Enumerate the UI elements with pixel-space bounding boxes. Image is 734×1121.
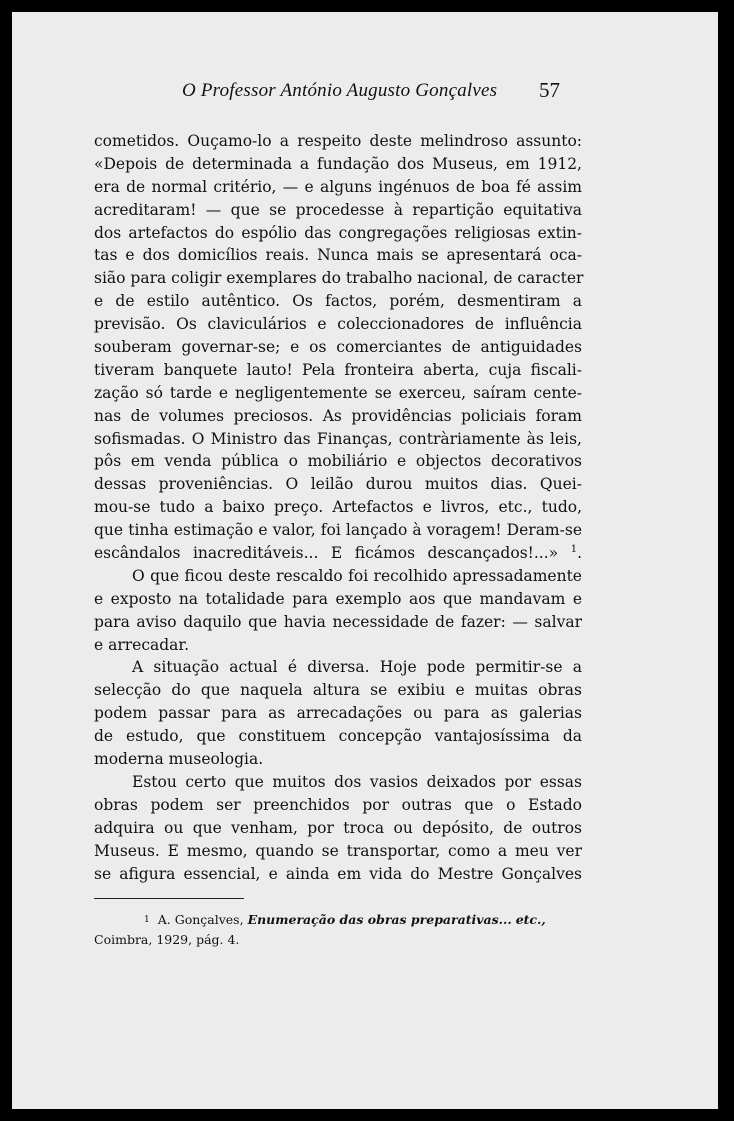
text-line: e de estilo autêntico. Os factos, porém, desmentiram a: [94, 292, 582, 311]
text-line: previsão. Os claviculários e coleccionadores de influência: [94, 315, 582, 334]
book-page: [12, 12, 718, 1109]
text-line: sião para coligir exemplares do trabalho nacional, de caracter: [94, 269, 584, 288]
text-line: para aviso daquilo que havia necessidade de fazer: — salvar: [94, 612, 582, 631]
text-line: nas de volumes preciosos. As providências policiais foram: [94, 406, 582, 425]
body-text: [94, 130, 582, 885]
page-number: 57: [539, 78, 560, 102]
text-line: souberam governar-se; e os comerciantes de antiguidades: [94, 338, 582, 357]
footnote-ref: 1: [570, 543, 578, 555]
text-line: pôs em venda pública o mobiliário e objectos decorativos: [94, 452, 582, 471]
page-header: [162, 74, 582, 110]
text-line: mou-se tudo a baixo preço. Artefactos e livros, etc., tudo,: [94, 498, 582, 517]
footnote-mark: 1: [144, 915, 150, 925]
text-line: podem passar para as arrecadações ou para as galerias: [94, 704, 582, 723]
text-line: tas e dos domicílios reais. Nunca mais se apresentará oca-: [94, 246, 582, 265]
text-line: zação só tarde e negligentemente se exerceu, saíram cente-: [94, 383, 582, 402]
footnote-line-1: [94, 910, 582, 930]
text-line: obras podem ser preenchidos por outras que o Estado: [94, 795, 582, 814]
text-line: acreditaram! — que se procedesse à repartição equitativa: [94, 200, 582, 219]
text-line: moderna museologia.: [94, 750, 264, 769]
footnote-title: Enumeração das obras preparativas...: [247, 912, 512, 927]
text-line-with-footnote-ref: escândalos inacreditáveis... E ficámos descançados!...» $^1$.: [94, 543, 582, 563]
text-line: O que ficou deste rescaldo foi recolhido apressadamente: [132, 566, 582, 585]
text-line: era de normal critério, — e alguns ingénuos de boa fé assim: [94, 177, 582, 196]
footnote-etc: etc.,: [515, 912, 546, 927]
text-line: adquira ou que venham, por troca ou depósito, de outros: [94, 818, 582, 837]
text-line: dessas proveniências. O leilão durou muitos dias. Quei-: [94, 475, 582, 494]
text-line: e exposto na totalidade para exemplo aos que mandavam e: [94, 589, 582, 608]
text-line: cometidos. Ouçamo-lo a respeito deste melindroso assunto:: [94, 132, 582, 150]
footnote: [94, 910, 582, 950]
text-line: dos artefactos do espólio das congregações religiosas extin-: [94, 223, 582, 242]
text-line: e arrecadar.: [94, 635, 190, 654]
footnote-divider: [94, 898, 244, 899]
footnote-author: A. Gonçalves,: [157, 912, 244, 927]
text-line: A situação actual é diversa. Hoje pode permitir-se a: [132, 658, 582, 677]
text-line: que tinha estimação e valor, foi lançado à voragem! Deram-se: [94, 521, 582, 540]
text-line: Museus. E mesmo, quando se transportar, como a meu ver: [94, 841, 582, 860]
text-line: se afigura essencial, e ainda em vida do Mestre Gonçalves: [94, 864, 582, 883]
text-line: tiveram banquete lauto! Pela fronteira aberta, cuja fiscali-: [94, 360, 582, 379]
text-line: sofismadas. O Ministro das Finanças, contràriamente às leis,: [94, 429, 582, 448]
running-title: O Professor António Augusto Gonçalves: [182, 80, 498, 101]
footnote-line-2: Coimbra, 1929, pág. 4.: [94, 932, 240, 947]
text-line: selecção do que naquela altura se exibiu e muitas obras: [94, 681, 582, 700]
text-line: Estou certo que muitos dos vasios deixados por essas: [132, 772, 582, 791]
text-line: «Depois de determinada a fundação dos Museus, em 1912,: [94, 154, 582, 173]
text-line: escândalos inacreditáveis... E ficámos descançados!...»: [94, 544, 559, 563]
text-line: de estudo, que constituem concepção vantajosíssima da: [94, 727, 582, 746]
